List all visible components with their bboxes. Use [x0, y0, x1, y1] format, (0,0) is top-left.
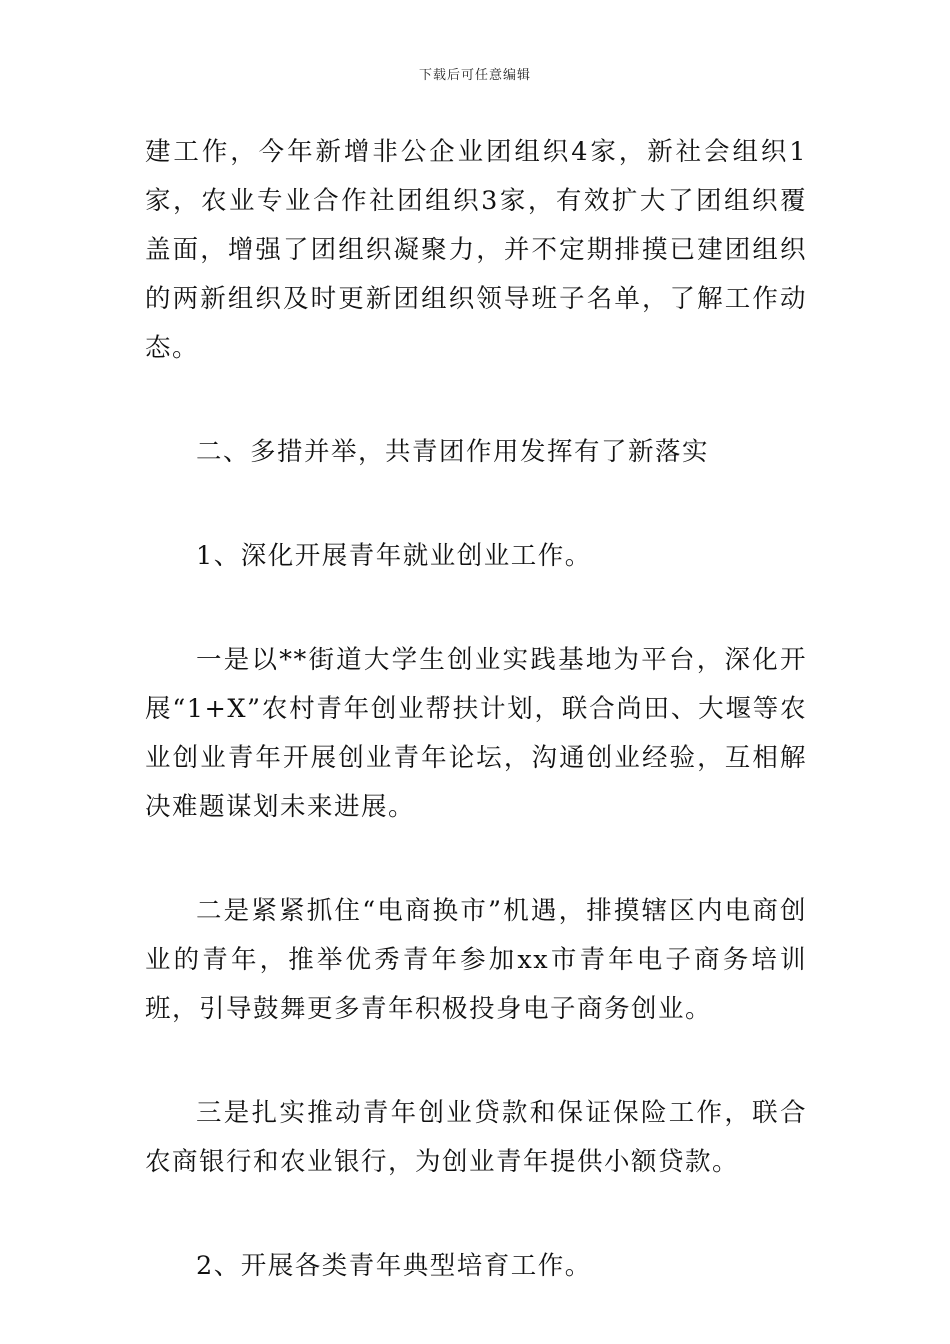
page-header: 下载后可任意编辑: [418, 68, 531, 83]
paragraph-item-2: 二是紧紧抓住“电商换市”机遇，排摸辖区内电商创业的青年，推举优秀青年参加xx市青年电子商务培训班，引导鼓舞更多青年积极投身电子商务创业。: [145, 896, 807, 1024]
section-heading-2: 二、多措并举，共青团作用发挥有了新落实: [196, 437, 710, 467]
paragraph-item-1: 一是以**街道大学生创业实践基地为平台，深化开展“1+X”农村青年创业帮扶计划，联合尚田、大堰等农业创业青年开展创业青年论坛，沟通创业经验，互相解决难题谋划未来进展。: [145, 645, 807, 822]
document-body: [145, 128, 807, 1291]
subsection-heading-1: 1、深化开展青年就业创业工作。: [196, 541, 592, 571]
paragraph-continuation: 建工作，今年新增非公企业团组织4家，新社会组织1家，农业专业合作社团组织3家，有效扩大了团组织覆盖面，增强了团组织凝聚力，并不定期排摸已建团组织的两新组织及时更新团组织领导班子名单，了解工作动态。: [145, 137, 807, 363]
paragraph-item-3: 三是扎实推动青年创业贷款和保证保险工作，联合农商银行和农业银行，为创业青年提供小额贷款。: [145, 1098, 807, 1177]
subsection-heading-2: 2、开展各类青年典型培育工作。: [196, 1251, 592, 1281]
